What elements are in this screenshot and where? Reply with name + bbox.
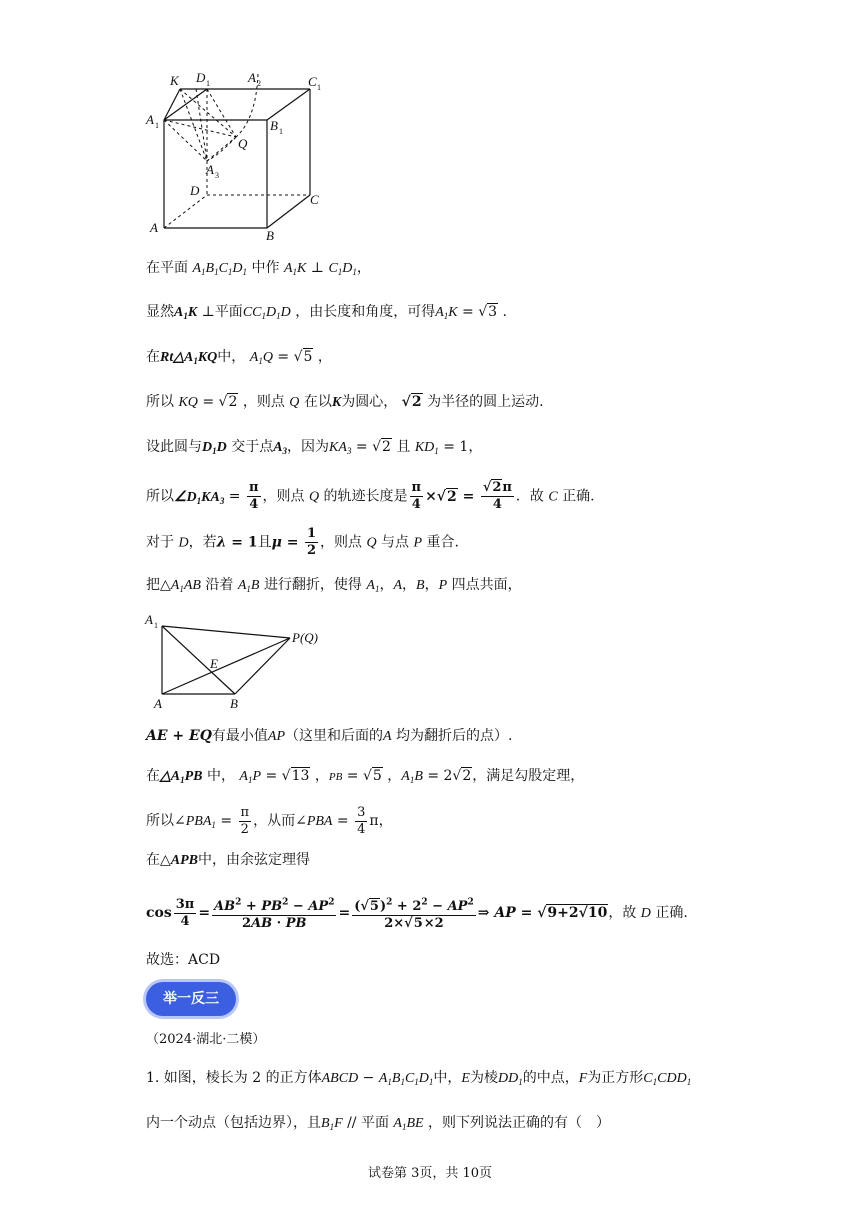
label-C: C [310,192,319,207]
l3-mid: 中， [217,349,246,365]
solution-line-6: 所以$\angle D_1KA_3$ = $\frac{\pi}{4}$ ，则点 Q 的轨迹长度是 $\frac{\pi}{4}$ ×√2 = $\frac{√2\pi}{4}$ ．故 C 正确. [146,480,595,512]
label-C1: C [308,74,317,89]
q1-pre: 1. 如图，棱长为 2 的正方体 [146,1070,322,1086]
l10-pre: 在 [146,768,160,784]
solution-line-3: 在$Rt\triangle A_1KQ$中， $A_1Q = √5$ ， [146,349,332,366]
fold-figure [140,608,340,718]
q1-mid4: 为正方形 [587,1070,644,1086]
l7-and: 且 [257,534,272,551]
l7-pre: 对于 [146,534,174,551]
l9-post: （这里和后面的 [285,728,384,744]
label-A3-sub: 3 [215,171,219,180]
l7-post: ，则点 [320,534,362,551]
label-Q: Q [238,136,248,151]
l6-mid: ，则点 [262,488,305,505]
l12-end: 中，由余弦定理得 [198,852,311,868]
solution-line-1: 在平面 $A_1B_1C_1D_1$ 中作 $A_1K$ ⊥ $C_1D_1$， [146,260,371,277]
q1-mid3: 的中点， [522,1070,579,1086]
l4-mid3: 为圆心， [341,394,398,410]
l9-mid: 有最小值 [211,728,268,744]
l8-mid: 沿着 [205,577,234,593]
l2-mid: 平面 [214,304,243,320]
l8-end: 四点共面， [451,577,522,593]
label-K: K [170,73,179,88]
l6-post: ．故 [515,488,544,505]
l12-pre: 在△ [146,852,171,868]
label-A1: A [146,112,154,127]
q1-mid2: 为棱 [469,1070,498,1086]
fig2-label-A1-sub: 1 [154,621,158,630]
solution-line-2: 显然$A_1K$ ⊥平面$CC_1D_1D$ ，由长度和角度，可得$A_1K = √3$ . [146,304,507,321]
label-D: D [190,183,200,198]
l13-end2: 正确. [655,905,688,921]
answer-line: 故选：ACD [146,952,221,968]
cube-figure [140,64,350,244]
l2-pre: 显然 [146,304,174,320]
solution-line-10: 在$\triangle A_1PB$ 中， $A_1P = √13$ ，PB = √5 ，$A_1B = 2√2$，满足勾股定理， [146,768,585,785]
label-B1-sub: 1 [279,127,283,136]
l11-mid: ，从而 [253,813,296,829]
l7-end: 重合. [426,534,459,551]
solution-line-8: 把$\triangle A_1AB$ 沿着 $A_1B$ 进行翻折，使得 $A_1$，A，B，P 四点共面， [146,577,522,594]
l2-post: ，由长度和角度，可得 [295,304,436,320]
l9-end: 均为翻折后的点）. [396,728,513,744]
l7-post2: 与点 [381,534,410,551]
q2-pre: 内一个动点（包括边界），且 [146,1115,321,1131]
fig2-label-B: B [230,696,238,711]
l1-pre: 在平面 [146,260,193,276]
ae-eq: AE + EQ [146,728,212,744]
l5-mid2: ，因为 [287,439,330,455]
l5-mid: 交于点 [231,439,274,455]
label-A2: A [248,70,256,85]
fig2-label-E: E [210,656,218,671]
l10-mid: 中， [206,768,235,784]
q2-end: ，则下列说法正确的有（ ） [428,1115,611,1131]
practice-badge: 举一反三 [146,982,236,1016]
label-D1-sub: 1 [206,79,210,88]
page-footer: 试卷第 3页，共 10页 [367,1166,493,1181]
l1-mid: 中作 [251,260,284,276]
l4-mid2: 在以 [303,394,332,410]
question-line-1: 1. 如图，棱长为 2 的正方体ABCD − $A_1B_1C_1D_1$中，E为棱$DD_1$的中点，F为正方形$C_1CDD_1$ [146,1070,692,1087]
l6-pre: 所以 [146,488,174,505]
l5-pre: 设此圆与 [146,439,202,455]
q1-mid: 中， [433,1070,462,1086]
label-C1-sub: 1 [317,83,321,92]
solution-line-7: 对于 D，若λ = 1且μ = $\frac{1}{2}$ ，则点 Q 与点 P 重合. [146,526,459,558]
l4-pre: 所以 [146,394,174,410]
label-A2-sub: 2 [257,79,261,88]
fig2-label-A: A [154,696,162,711]
label-A: A [150,220,158,235]
label-A3: A [206,162,214,177]
l13-end: ，故 [608,905,637,921]
question-line-2: 内一个动点（包括边界），且$B_1F$ // 平面 $A_1BE$ ，则下列说法正确的有（ ） [146,1115,611,1132]
l4-post: 为半径的圆上运动. [427,394,544,410]
solution-line-11: 所以$\angle PBA_1$ = $\frac{\pi}{2}$ ，从而∠PBA = $\frac{3}{4}$ π， [146,804,393,837]
source-line: （2024·湖北·二模） [146,1032,266,1047]
label-D1: D [196,70,206,85]
q2-mid: 平面 [360,1115,389,1131]
l4-mid: ，则点 [242,394,285,410]
cosine-law-formula: cos $\frac{3\pi}{4}$ = $\frac{AB^2 + PB^2 - AP^2}{2AB \cdot PB}$ = $\frac{(√5)^2 + 2^2 - AP^2}{2\times√5\times 2}$ ⇒ AP = √9+2√10，故 D 正确. [146,893,688,934]
l6-end: 正确. [562,488,595,505]
l11-pre: 所以 [146,813,174,829]
l5-and: 且 [396,439,411,455]
l6-mid2: 的轨迹长度是 [323,488,408,505]
label-B1: B [270,118,278,133]
label-B: B [266,228,274,243]
solution-line-12: 在△APB中，由余弦定理得 [146,852,311,868]
l8-mid2: 进行翻折，使得 [263,577,362,593]
fig2-label-PQ: P(Q) [292,630,318,645]
l10-end: ，满足勾股定理， [472,768,585,784]
solution-line-9: AE + EQ有最小值AP（这里和后面的A 均为翻折后的点）. [146,728,513,744]
l8-pre: 把△ [146,577,171,593]
l7-mid: ，若 [188,534,217,551]
l3-pre: 在 [146,349,160,365]
fig2-label-A1: A [145,612,153,627]
label-A1-sub: 1 [155,121,159,130]
solution-line-4: 所以 KQ = √2 ，则点 Q 在以K为圆心， √2 为半径的圆上运动. [146,394,544,410]
solution-line-5: 设此圆与$D_1D$ 交于点$A_3$，因为$KA_3 = √2$ 且 $KD_1 = 1$， [146,439,483,456]
